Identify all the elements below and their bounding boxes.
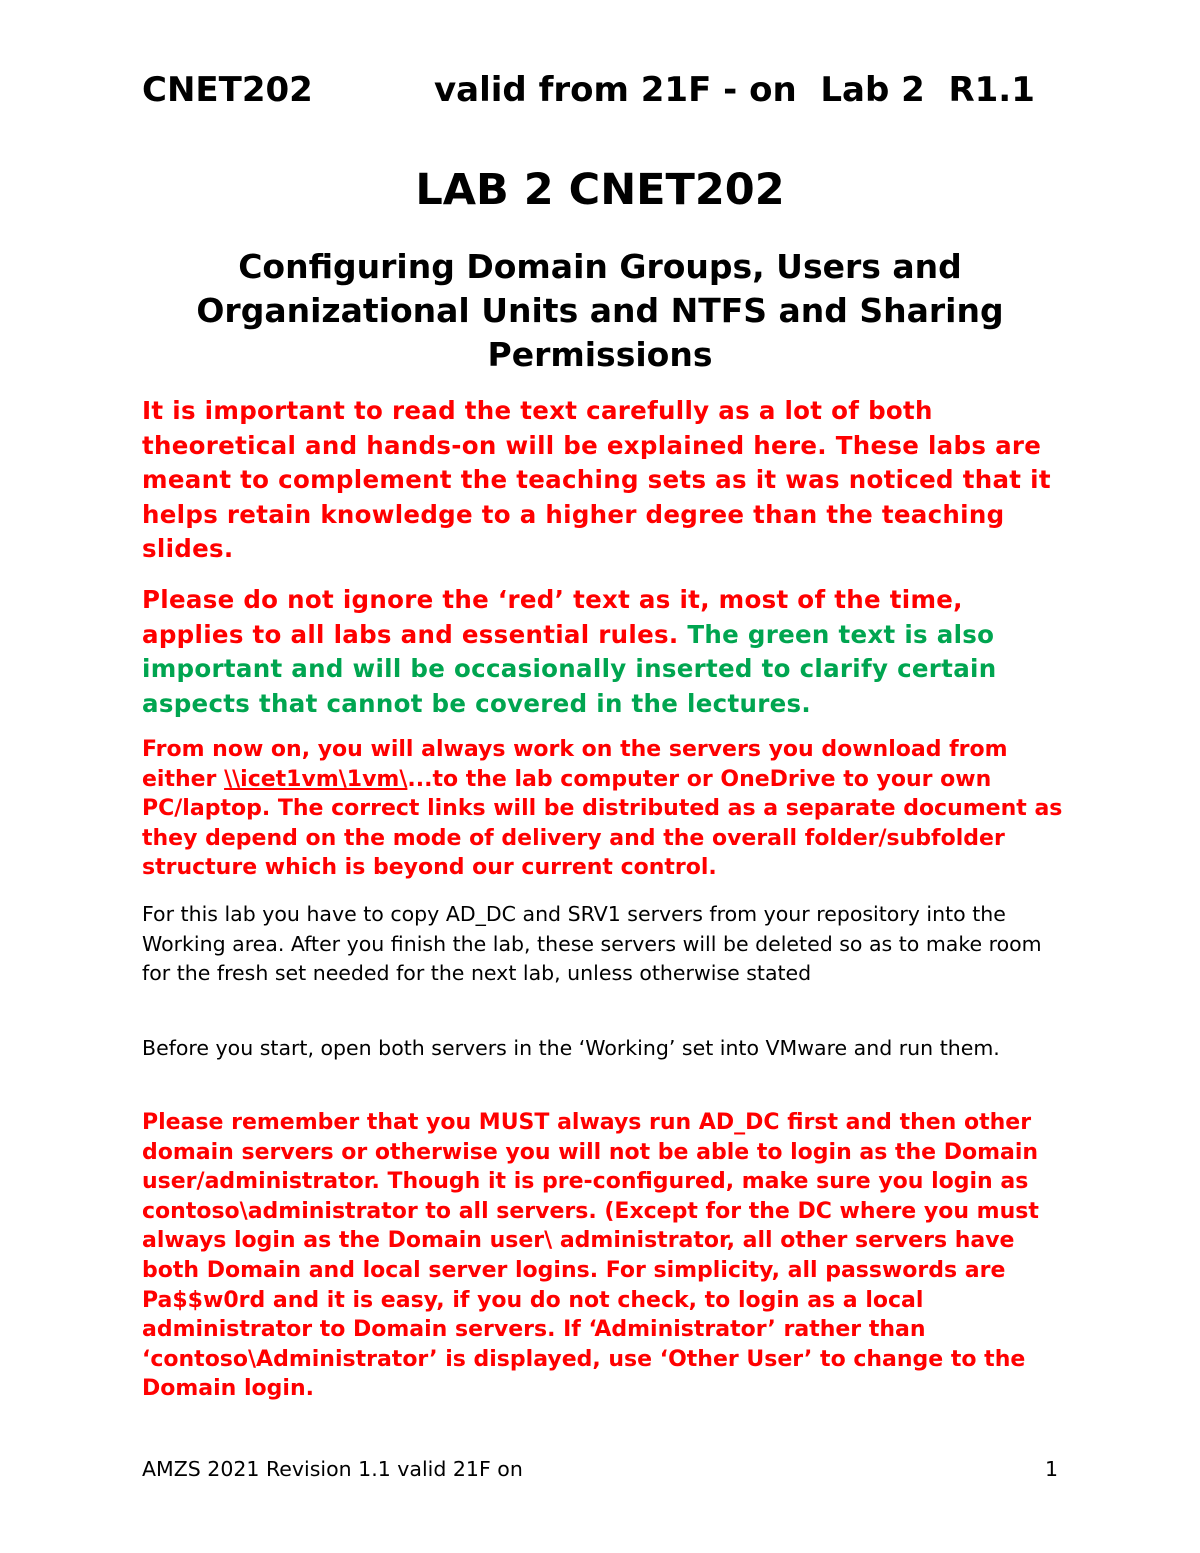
intro-paragraph: It is important to read the text carefully as a lot of both theoretical and hands-on will be explained here. These labs are meant to complement the teaching sets as it was noticed that it helps retain knowledge to a higher degree than the teaching slides.	[142, 396, 1051, 563]
page-number: 1	[1044, 1457, 1058, 1481]
download-text-after: ...to the lab computer or OneDrive to your own PC/laptop. The correct links will be distributed as a separate document as they depend on the mode of delivery and the overall folder/subfolder structure which is beyond our current control.	[142, 766, 1063, 881]
download-paragraph	[142, 735, 1072, 883]
download-text-before: From now on, you will always work on the servers you download from either	[142, 737, 1008, 792]
login-rules-paragraph: Please remember that you MUST always run AD_DC first and then other domain servers or otherwise you will not be able to login as the Domain user/administrator. Though it is pre-configured, make sure you login as contoso\administrator to all servers. (Except for the DC where you must always login as the Domain user\ administrator, all other servers have both Domain and local server logins. For simplicity, all passwords are Pa$$w0rd and it is easy, if you do not check, to login as a local administrator to Domain servers. If ‘Administrator’ rather than ‘contoso\Administrator’ is displayed, use ‘Other User’ to change to the Domain login.	[142, 1110, 1039, 1402]
lab-title: LAB 2 CNET202	[415, 165, 785, 215]
page-footer	[142, 1457, 1058, 1481]
start-servers-paragraph: Before you start, open both servers in the ‘Working’ set into VMware and run them.	[142, 1036, 1000, 1060]
color-legend-paragraph	[142, 583, 1072, 721]
green-text-note: The green text is also important and will be occasionally inserted to clarify certain aspects that cannot be covered in the lectures.	[142, 619, 997, 718]
footer-text: AMZS 2021 Revision 1.1 valid 21F on	[142, 1457, 523, 1481]
header-course-code: CNET202	[142, 70, 313, 110]
header-validity: valid from 21F - on Lab 2 R1.1	[434, 70, 1035, 110]
copy-servers-paragraph: For this lab you have to copy AD_DC and SRV1 servers from your repository into the Working area. After you finish the lab, these servers will be deleted so as to make room for the fresh set needed for the next lab, unless otherwise stated	[142, 902, 1042, 985]
red-text-note: Please do not ignore the ‘red’ text as it, most of the time, applies to all labs and essential rules.	[142, 585, 963, 649]
lab-subtitle: Configuring Domain Groups, Users and Organizational Units and NTFS and Sharing Permissions	[196, 247, 1004, 374]
repository-link[interactable]: \\icet1vm\1vm\	[224, 766, 408, 792]
